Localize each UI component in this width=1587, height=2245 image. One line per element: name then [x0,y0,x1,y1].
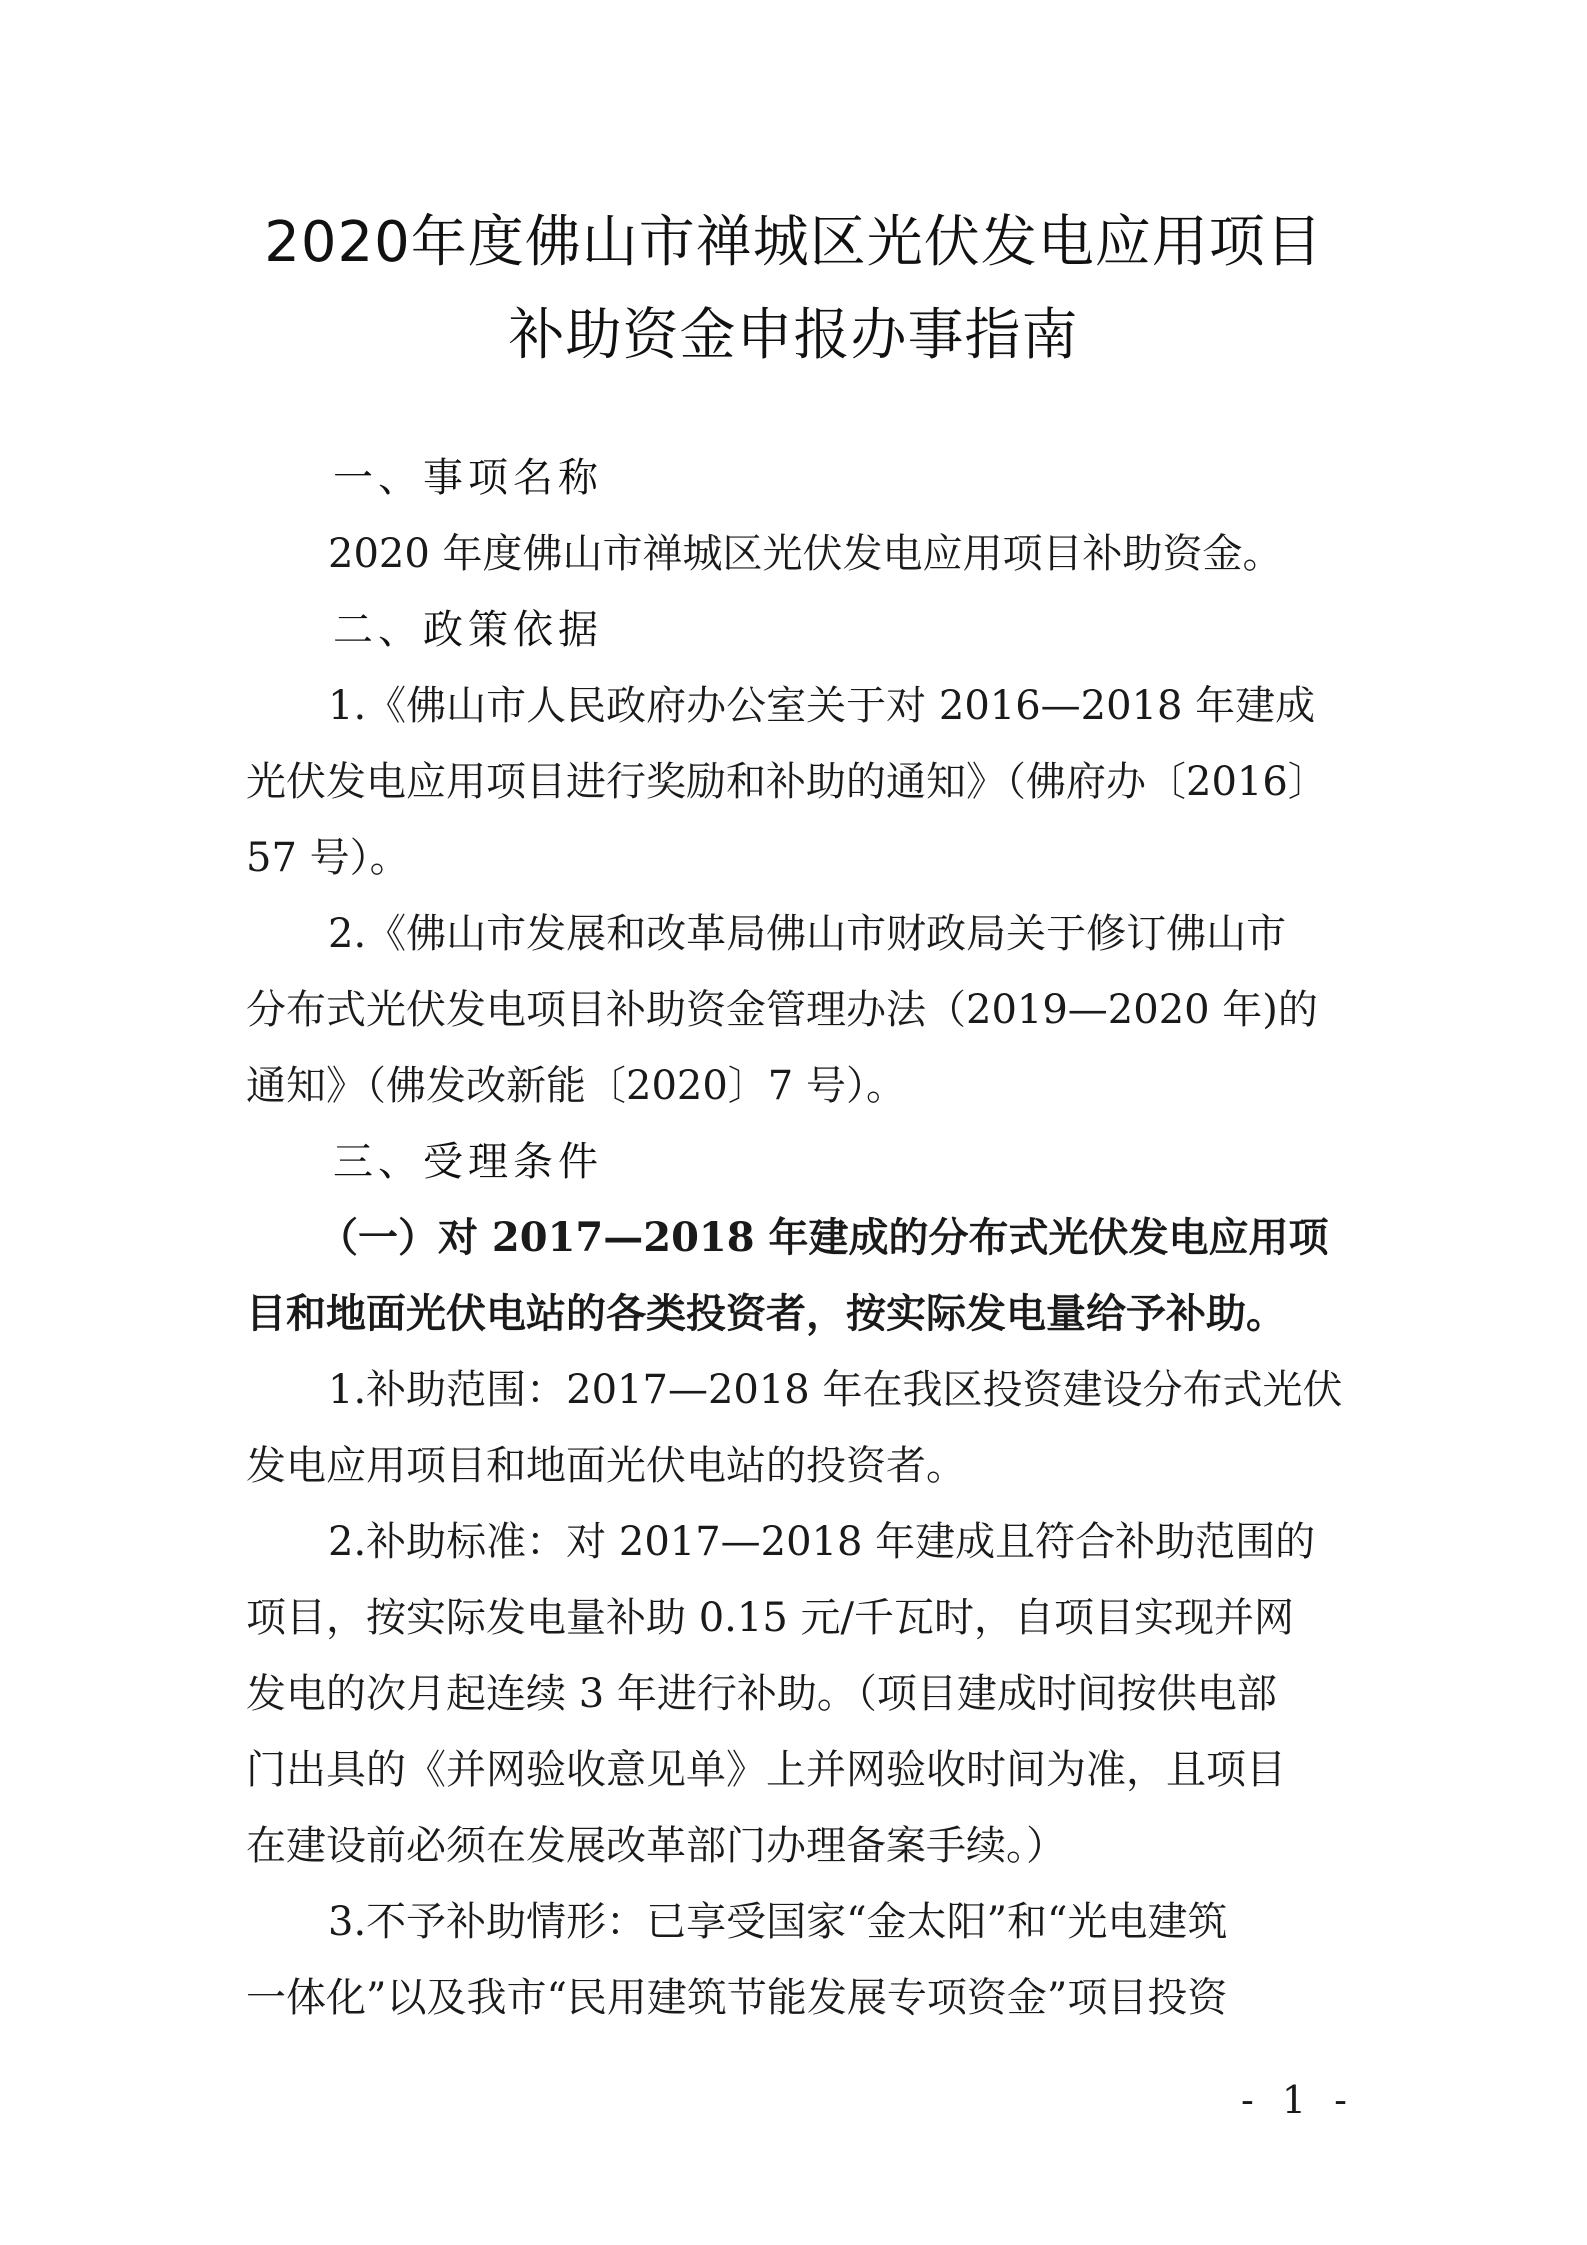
standard-line3: 发电的次月起连续 3 年进行补助。（项目建成时间按供电部 [246,1671,1277,1717]
standard-line4: 门出具的《并网验收意见单》上并网验收时间为准，且项目 [246,1747,1286,1793]
section2-heading: 二、政策依据 [333,607,603,653]
policy2-line1: 2.《佛山市发展和改革局佛山市财政局关于修订佛山市 [328,911,1287,957]
condition1-line1: （一）对 2017—2018 年建成的分布式光伏发电应用项 [318,1214,1329,1261]
exclusion-line1: 3.不予补助情形：已享受国家“金太阳”和“光电建筑 [328,1899,1228,1945]
policy1-line1: 1.《佛山市人民政府办公室关于对 2016—2018 年建成 [328,683,1316,729]
condition1-line2: 目和地面光伏电站的各类投资者，按实际发电量给予补助。 [246,1290,1286,1337]
standard-line2: 项目，按实际发电量补助 0.15 元/千瓦时，自项目实现并网 [246,1595,1294,1641]
policy2-line2: 分布式光伏发电项目补助资金管理办法（2019—2020 年)的 [246,987,1318,1033]
exclusion-line2: 一体化”以及我市“民用建筑节能发展专项资金”项目投资 [246,1975,1228,2021]
document-title-line2: 补助资金申报办事指南 [508,303,1079,368]
scope-line1: 1.补助范围：2017—2018 年在我区投资建设分布式光伏 [328,1367,1343,1413]
policy1-line2: 光伏发电应用项目进行奖励和补助的通知》（佛府办〔2016〕 [246,759,1328,805]
policy2-line3: 通知》（佛发改新能〔2020〕7 号）。 [246,1063,906,1109]
section3-heading: 三、受理条件 [333,1139,603,1185]
section1-text: 2020 年度佛山市禅城区光伏发电应用项目补助资金。 [328,531,1283,577]
document-title-line1: 2020年度佛山市禅城区光伏发电应用项目 [264,210,1323,275]
scope-line2: 发电应用项目和地面光伏电站的投资者。 [246,1443,966,1489]
standard-line1: 2.补助标准：对 2017—2018 年建成且符合补助范围的 [328,1519,1316,1565]
page-number: - 1 - [1240,2078,1355,2122]
standard-line5: 在建设前必须在发展改革部门办理备案手续。） [246,1823,1066,1869]
policy1-line3: 57 号）。 [246,835,410,881]
section1-heading: 一、事项名称 [333,455,603,501]
